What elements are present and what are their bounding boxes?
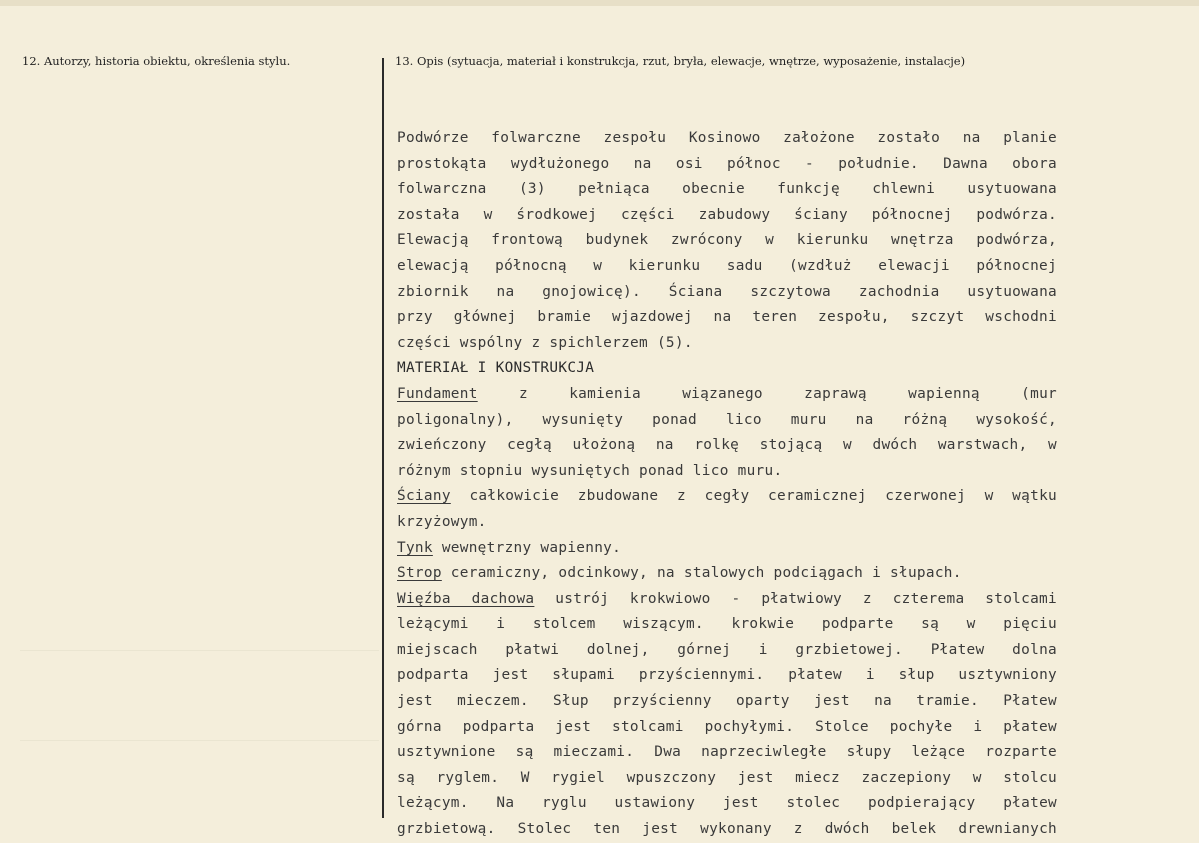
text-line: przy głównej bramie wjazdowej na teren zespołu, szczyt wschodni [397,309,1057,326]
text-line-fundament [397,382,1057,408]
text-line: są ryglem. W rygiel wpuszczony jest miecz zaczepiony w stolcu [397,769,1057,786]
text-line: części wspólny z spichlerzem (5). [397,334,693,351]
text-line: usztywnione są mieczami. Dwa naprzeciwległe słupy leżące rozparte [397,744,1057,761]
text-line-wiezba [397,587,1057,613]
text-tynk: wewnętrzny wapienny. [441,539,622,556]
text-wiezba: ustrój krokwiowo - płatwiowy z czterema stolcami [555,590,1057,607]
text-line: folwarczna (3) pełniąca obecnie funkcję chlewni usytuowana [397,181,1057,198]
text-line: elewacją północną w kierunku sadu (wzdłuż elewacji północnej [397,257,1057,274]
text-line: Podwórze folwarczne zespołu Kosinowo założone zostało na planie [397,130,1057,146]
text-line-sciany [397,484,1057,510]
text-line: zwieńczony cegłą ułożoną na rolkę stojącą w dwóch warstwach, w [397,437,1057,454]
text-line: grzbietową. Stolec ten jest wykonany z dwóch belek drewnianych [397,821,1057,838]
text-line: miejscach płatwi dolnej, górnej i grzbietowej. Płatew dolna [397,641,1057,658]
text-line: różnym stopniu wysuniętych ponad lico muru. [397,462,783,479]
paper-top-edge [0,0,1199,6]
text-line: górna podparta jest stolcami pochyłymi. Stolce pochyłe i płatew [397,718,1057,735]
text-line: krzyżowym. [397,513,487,530]
text-line: jest mieczem. Słup przyścienny oparty jest na tramie. Płatew [397,693,1057,710]
faint-form-line [20,650,379,651]
text-fundament: z kamienia wiązanego zaprawą wapienną (mur [518,385,1058,402]
text-line: leżącymi i stolcem wiszącym. krokwie podparte są w pięciu [397,616,1057,633]
section-12-title: 12. Autorzy, historia obiektu, określenia stylu. [22,54,291,68]
label-strop: Strop [397,565,442,582]
text-sciany: całkowicie zbudowane z cegły ceramicznej czerwonej w wątku [469,488,1058,505]
description-text [397,126,1057,843]
text-line: została w środkowej części zabudowy ściany północnej podwórza. [397,206,1057,223]
text-line: leżącym. Na ryglu ustawiony jest stolec podpierający płatew [397,795,1057,812]
text-line: Elewacją frontową budynek zwrócony w kierunku wnętrza podwórza, [397,232,1057,249]
faint-form-line [20,740,379,741]
label-tynk: Tynk [397,539,433,556]
label-wiezba: Więźba dachowa [397,590,535,607]
label-fundament: Fundament [397,385,478,402]
text-line: podparta jest słupami przyściennymi. płatew i słup usztywniony [397,667,1057,684]
text-line: zbiornik na gnojowicę). Ściana szczytowa zachodnia usytuowana [397,283,1057,300]
column-divider [382,58,384,818]
label-sciany: Ściany [397,488,451,505]
text-line-strop [397,561,1057,587]
section-heading-material: MATERIAŁ I KONSTRUKCJA [397,360,595,377]
section-13-title: 13. Opis (sytuacja, materiał i konstrukcja, rzut, bryła, elewacje, wnętrze, wyposażenie, instalacje) [395,54,966,68]
text-line: prostokąta wydłużonego na osi północ - południe. Dawna obora [397,155,1057,172]
text-line: poligonalny), wysunięty ponad lico muru na różną wysokość, [397,411,1057,428]
text-line-tynk [397,536,1057,562]
text-strop: ceramiczny, odcinkowy, na stalowych podciągach i słupach. [450,565,962,582]
